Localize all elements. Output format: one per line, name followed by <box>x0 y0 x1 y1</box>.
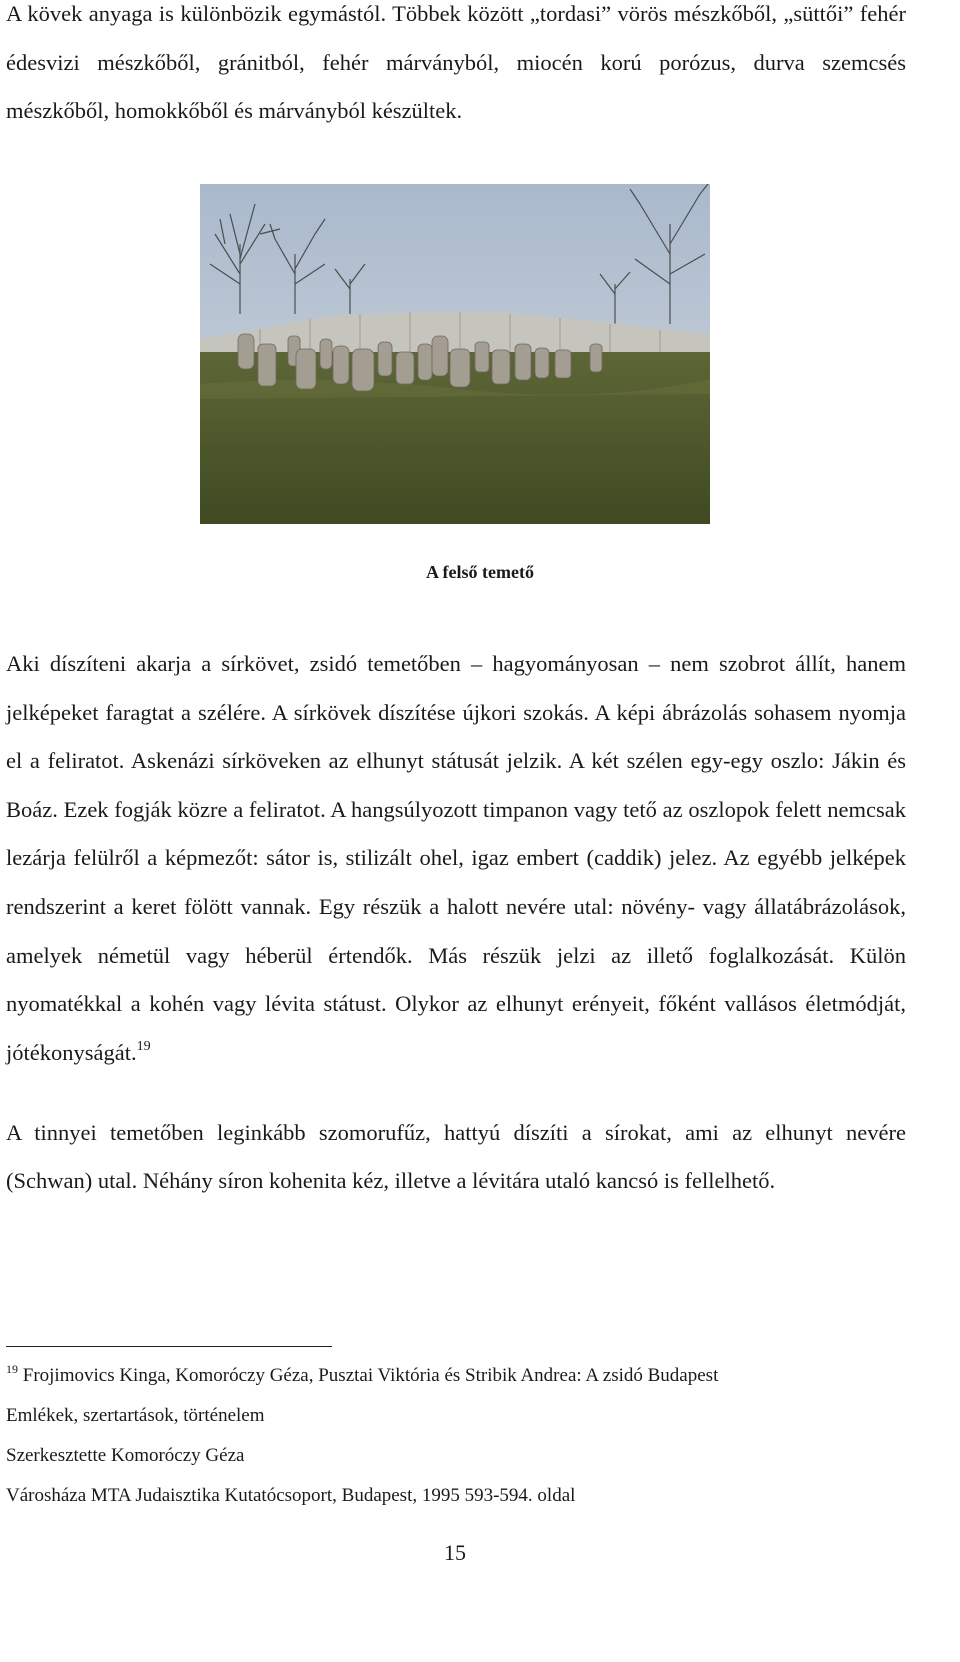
cemetery-photo <box>200 184 710 524</box>
figure-caption: A felső temető <box>426 562 534 582</box>
footnote-line: Emlékek, szertartások, történelem <box>6 1405 265 1426</box>
footnote-text: Frojimovics Kinga, Komoróczy Géza, Pusztai Viktória és Stribik Andrea: A zsidó Budapest <box>22 1365 719 1386</box>
body-paragraph <box>6 1109 906 1205</box>
footnote-line: Szerkesztette Komoróczy Géza <box>6 1445 245 1466</box>
footnote-reference: 19 <box>136 1038 151 1054</box>
body-paragraph <box>6 640 906 1077</box>
page-number: 15 <box>444 1540 466 1565</box>
body-paragraph <box>6 0 906 136</box>
footnote-line <box>6 1362 936 1387</box>
paragraph-text: A kövek anyaga is különbözik egymástól. Többek között „tordasi” vörös mészkőből, „süttői” fehér édesvizi mészkőből, gránitból, fehér márványból, miocén korú porózus, durva szemcsés mészkőből, homokkőből és márványból készültek. <box>6 1 906 123</box>
footnote-line: Városháza MTA Judaisztika Kutatócsoport, Budapest, 1995 593-594. oldal <box>6 1485 576 1506</box>
paragraph-text: A tinnyei temetőben leginkább szomorufűz, hattyú díszíti a sírokat, ami az elhunyt nevére (Schwan) utal. Néhány síron kohenita kéz, illetve a lévitára utaló kancsó is fellelhető. <box>6 1120 906 1193</box>
paragraph-text: Aki díszíteni akarja a sírkövet, zsidó temetőben – hagyományosan – nem szobrot állít, hanem jelképeket faragtat a szélére. A sírkövek díszítése újkori szokás. A képi ábrázolás sohasem nyomja el a feliratot. Askenázi sírköveken az elhunyt státusát jelzik. A két szélen egy-egy oszlo: Jákin és Boáz. Ezek fogják közre a feliratot. A hangsúlyozott timpanon vagy tető az oszlopok felett nemcsak lezárja felülről a képmezőt: sátor is, stilizált ohel, igaz embert (caddik) jelez. Az egyébb jelképek rendszerint a keret fölött vannak. Egy részük a halott nevére utal: növény- vagy állatábrázolások, amelyek németül vagy héberül értendők. Más részük jelzi az illető foglalkozását. Külön nyomatékkal a kohén vagy lévita státust. Olykor az elhunyt erényeit, főként vallásos életmódját, jótékonyságát. <box>6 651 906 1065</box>
footnote-number: 19 <box>6 1362 18 1376</box>
footnote-separator <box>6 1346 332 1347</box>
